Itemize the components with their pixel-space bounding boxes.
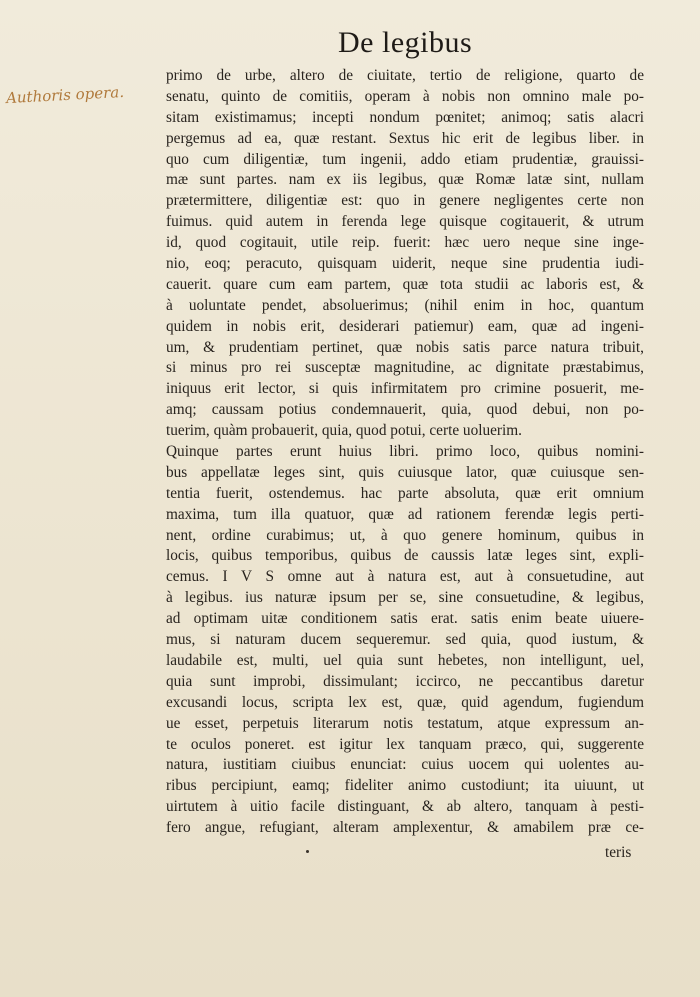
body-text-block — [166, 66, 644, 839]
text-line: primo de urbe, altero de ciuitate, tertio de religione, quarto de — [166, 67, 644, 84]
text-line: mæ sunt partes. nam ex iis legibus, quæ Romæ latæ sint, nullam — [166, 171, 644, 189]
text-line: bus appellatæ leges sint, quis cuiusque lator, quæ cuiusque sen- — [166, 463, 644, 481]
text-line: à legibus. ius naturæ ipsum per se, sine consuetudine, & legibus, — [166, 589, 644, 607]
text-line: Quinque partes erunt huius libri. primo loco, quibus nomini- — [166, 443, 644, 461]
text-line: fero angue, refugiant, alteram amplexentur, & amabilem præ ce- — [166, 819, 644, 837]
text-line: ue esset, perpetuis literarum notis testatum, atque expressum an- — [166, 714, 644, 732]
text-line: uirtutem à uitio facile distinguant, & ab altero, tanquam à pesti- — [166, 798, 644, 816]
text-line: laudabile est, multi, uel quia sunt hebetes, non intelligunt, uel, — [166, 651, 644, 669]
text-line: maxima, tum illa quatuor, quæ ad rationem ferendæ legis perti- — [166, 505, 644, 523]
text-line: à uoluntate pendet, absoluerimus; (nihil enim in hoc, quantum — [166, 296, 644, 314]
text-line: quia sunt improbi, dissimulant; iccirco, ne peccantibus daretur — [166, 672, 644, 690]
text-line: quo cum diligentiæ, tum ingenii, addo etiam prudentiæ, grauissi- — [166, 150, 644, 168]
page-title: De legibus — [338, 26, 473, 59]
text-line: mus, si naturam ducem sequeremur. sed quia, quod iustum, & — [166, 631, 644, 649]
text-line: nio, eoq; peracuto, quisquam uiderit, neque sine prudentia iudi- — [166, 255, 644, 273]
text-line: excusandi locus, scripta lex est, quæ, quid agendum, fugiendum — [166, 693, 644, 711]
text-line: sitam existimamus; incepti nondum pœnitet; animoq; satis alacri — [166, 108, 644, 126]
text-line: iniquus erit lector, si quis infirmitatem pro crimine posuerit, me- — [166, 380, 644, 398]
catchword: teris — [605, 844, 632, 861]
text-line: nent, ordine curabimus; ut, à quo genere hominum, quibus in — [166, 526, 644, 544]
text-line: amq; caussam potius condemnauerit, quia, quod debui, non po- — [166, 401, 644, 419]
text-line: te oculos poneret. est igitur lex tanquam præco, qui, suggerente — [166, 735, 644, 753]
text-line: ad optimam uitæ conditionem satis erat. satis enim beate uiuere- — [166, 610, 644, 628]
text-line: natura, iustitiam ciuibus enunciat: cuius uocem qui uolentes au- — [166, 756, 644, 774]
text-line: si minus pro rei susceptæ magnitudine, ac dignitate præstabimus, — [166, 359, 644, 377]
text-line: senatu, quinto de comitiis, operam à nobis non omnino male po- — [166, 87, 644, 105]
text-line: fuimus. quid autem in ferenda lege quisque cogitauerit, & utrum — [166, 213, 644, 231]
text-line: prætermittere, diligentiæ est: quo in genere negligentes certe non — [166, 192, 644, 210]
text-line: tentia fuerit, ostendemus. hac parte absoluta, quæ erit omnium — [166, 484, 644, 502]
text-line: ribus percipiunt, eamq; fideliter animo custodiunt; ita uiuunt, ut — [166, 777, 644, 795]
bleed-through-mark — [165, 836, 168, 852]
text-line: um, & prudentiam pertinet, quæ nobis satis parce natura tribuit, — [166, 338, 644, 356]
text-line: quidem in nobis erit, desiderari patiemur) eam, quæ ad ingeni- — [166, 317, 644, 335]
text-line: cemus. I V S omne aut à natura est, aut à consuetudine, aut — [166, 568, 644, 586]
text-line: pergemus ad ea, quæ restant. Sextus hic erit de legibus liber. in — [166, 129, 644, 147]
text-line: cauerit. quare cum eam partem, quæ tota studii ac laboris est, & — [166, 275, 644, 293]
text-line: locis, quibus temporibus, quibus de caussis latæ leges sint, expli- — [166, 547, 644, 565]
text-line: tuerim, quàm probauerit, quia, quod potui, certe uoluerim. — [166, 422, 522, 440]
text-line: id, quod cogitauit, utile reip. fuerit: hæc uero neque sine inge- — [166, 234, 644, 252]
marginal-annotation: Authoris opera. — [5, 82, 125, 108]
ink-dot — [306, 850, 309, 853]
